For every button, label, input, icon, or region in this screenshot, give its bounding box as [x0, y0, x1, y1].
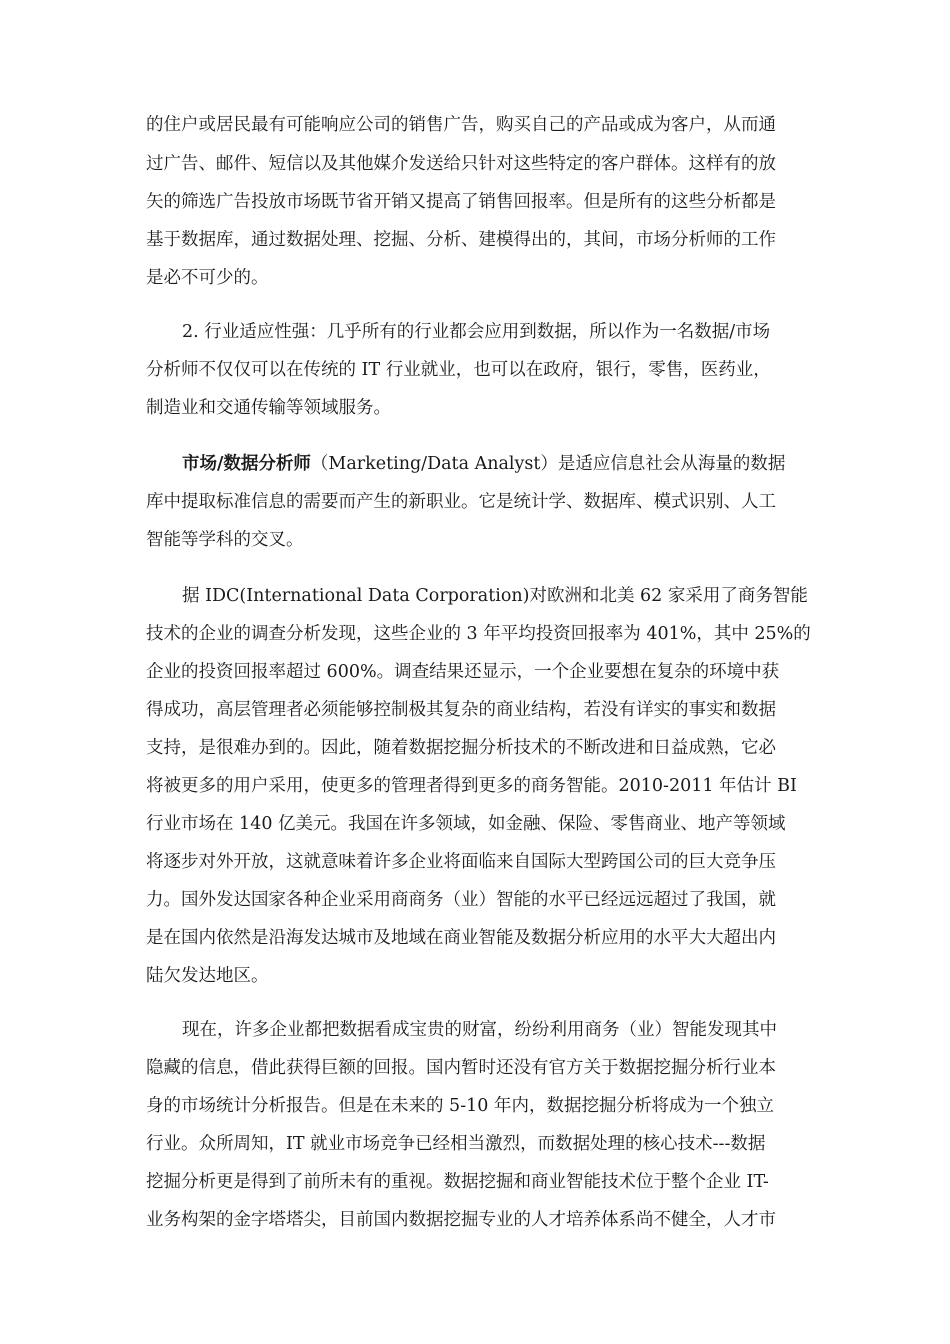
- text-line: 力。国外发达国家各种企业采用商商务（业）智能的水平已经远远超过了我国，就: [146, 890, 776, 910]
- text-line: 挖掘分析更是得到了前所未有的重视。数据挖掘和商业智能技术位于整个企业 IT-: [146, 1172, 769, 1192]
- bold-term: 市场/数据分析师: [182, 454, 311, 474]
- text-line: 行业市场在 140 亿美元。我国在许多领域，如金融、保险、零售商业、地产等领域: [146, 814, 786, 834]
- text-line: 库中提取标准信息的需要而产生的新职业。它是统计学、数据库、模式识别、人工: [146, 492, 776, 512]
- text-line: 矢的筛选广告投放市场既节省开销又提高了销售回报率。但是所有的这些分析都是: [146, 192, 776, 212]
- text-line: 陆欠发达地区。: [146, 966, 269, 986]
- text-line: 隐藏的信息，借此获得巨额的回报。国内暂时还没有官方关于数据挖掘分析行业本: [146, 1058, 776, 1078]
- text-line: 将被更多的用户采用，使更多的管理者得到更多的商务智能。2010-2011 年估计 BI: [146, 776, 797, 796]
- text-line: 基于数据库，通过数据处理、挖掘、分析、建模得出的，其间，市场分析师的工作: [146, 230, 776, 250]
- text-line: 身的市场统计分析报告。但是在未来的 5-10 年内，数据挖掘分析将成为一个独立: [146, 1096, 774, 1116]
- text-line: 2. 行业适应性强：几乎所有的行业都会应用到数据，所以作为一名数据/市场: [182, 322, 771, 342]
- text-line: 制造业和交通传输等领域服务。: [146, 398, 391, 418]
- text-line: 的住户或居民最有可能响应公司的销售广告，购买自己的产品或成为客户，从而通: [146, 115, 776, 135]
- text-line: 行业。众所周知，IT 就业市场竞争已经相当激烈，而数据处理的核心技术---数据: [146, 1134, 766, 1154]
- text-line: [182, 452, 785, 476]
- text-line: 据 IDC(International Data Corporation)对欧洲和北美 62 家采用了商务智能: [182, 586, 808, 606]
- text-line: 分析师不仅仅可以在传统的 IT 行业就业，也可以在政府，银行，零售，医药业，: [146, 360, 771, 380]
- text-line: 是必不可少的。: [146, 268, 269, 288]
- text-line: 企业的投资回报率超过 600%。调查结果还显示，一个企业要想在复杂的环境中获: [146, 662, 780, 682]
- text-line: 智能等学科的交叉。: [146, 530, 304, 550]
- text-line: 技术的企业的调查分析发现，这些企业的 3 年平均投资回报率为 401%，其中 25%的: [146, 624, 811, 644]
- text-line: 业务构架的金字塔塔尖，目前国内数据挖掘专业的人才培养体系尚不健全，人才市: [146, 1210, 776, 1230]
- text-line: 过广告、邮件、短信以及其他媒介发送给只针对这些特定的客户群体。这样有的放: [146, 154, 776, 174]
- text-line: 得成功，高层管理者必须能够控制极其复杂的商业结构，若没有详实的事实和数据: [146, 700, 776, 720]
- text-line: 现在，许多企业都把数据看成宝贵的财富，纷纷利用商务（业）智能发现其中: [182, 1020, 777, 1040]
- text-line: 将逐步对外开放，这就意味着许多企业将面临来自国际大型跨国公司的巨大竞争压: [146, 852, 776, 872]
- text-line: 是在国内依然是沿海发达城市及地域在商业智能及数据分析应用的水平大大超出内: [146, 928, 776, 948]
- text-run: （Marketing/Data Analyst）是适应信息社会从海量的数据: [310, 454, 786, 474]
- text-line: 支持，是很难办到的。因此，随着数据挖掘分析技术的不断改进和日益成熟，它必: [146, 738, 776, 758]
